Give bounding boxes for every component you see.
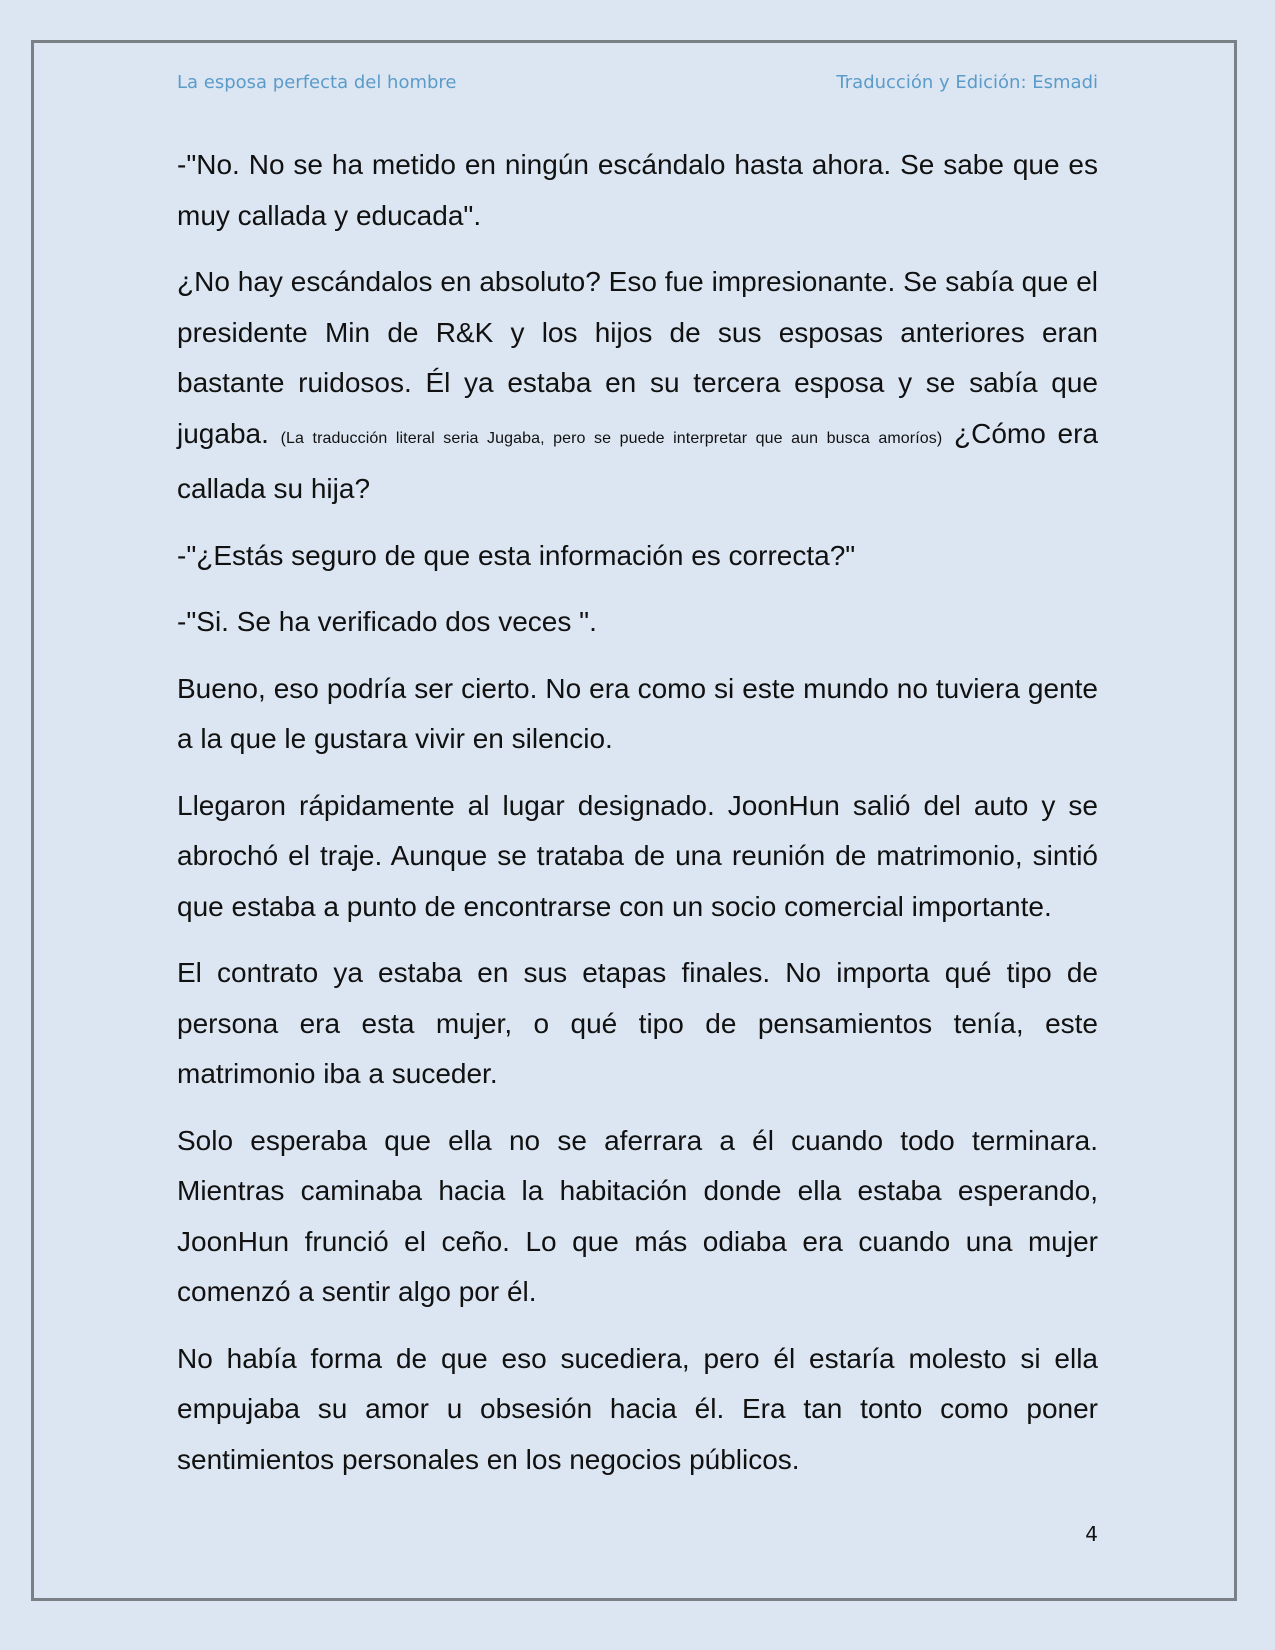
paragraph-4: -"Si. Se ha verificado dos veces ". xyxy=(177,606,597,637)
paragraph-9: No había forma de que eso sucediera, pero él estaría molesto si ella empujaba su amor u obsesión hacia él. Era tan tonto como poner sentimientos personales en los negocios públicos. xyxy=(177,1342,1098,1475)
paragraph-3: -"¿Estás seguro de que esta información es correcta?" xyxy=(177,539,856,571)
paragraph-2-end: ¿Cómo era callada su hija? xyxy=(177,417,1099,504)
paragraph-5: Bueno, eso podría ser cierto. No era como si este mundo no tuviera gente a la que le gustara vivir en silencio. xyxy=(177,672,1098,754)
page-header xyxy=(177,72,1098,102)
paragraph-1: -"No. No se ha metido en ningún escándalo hasta ahora. Se sabe que es muy callada y educada". xyxy=(177,149,1098,231)
document-body xyxy=(177,140,1098,1501)
paragraph-2 xyxy=(177,257,1098,515)
paragraph-7: El contrato ya estaba en sus etapas finales. No importa qué tipo de persona era esta mujer, o qué tipo de pensamientos tenía, este matrimonio iba a suceder. xyxy=(177,957,1098,1089)
paragraph-8: Solo esperaba que ella no se aferrara a él cuando todo terminara. Mientras caminaba hacia la habitación donde ella estaba esperando, JoonHun frunció el ceño. Lo que más odiaba era cuando una mujer comenzó a sentir algo por él. xyxy=(177,1124,1098,1307)
paragraph-2-main: ¿No hay escándalos en absoluto? Eso fue impresionante. Se sabía que el presidente Min de R&K y los hijos de sus esposas anteriores eran bastante ruidosos. Él ya estaba en su tercera esposa y se sabía que jugaba. xyxy=(177,266,1098,449)
paragraph-6: Llegaron rápidamente al lugar designado. JoonHun salió del auto y se abrochó el traje. Aunque se trataba de una reunión de matrimonio, sintió que estaba a punto de encontrarse con un socio comercial importante. xyxy=(177,789,1098,922)
page-number: 4 xyxy=(1085,1522,1098,1546)
header-book-title: La esposa perfecta del hombre xyxy=(177,72,457,93)
header-credits: Traducción y Edición: Esmadi xyxy=(836,72,1098,93)
translator-note: (La traducción literal seria Jugaba, pero se puede interpretar que aun busca amoríos) xyxy=(280,429,943,447)
